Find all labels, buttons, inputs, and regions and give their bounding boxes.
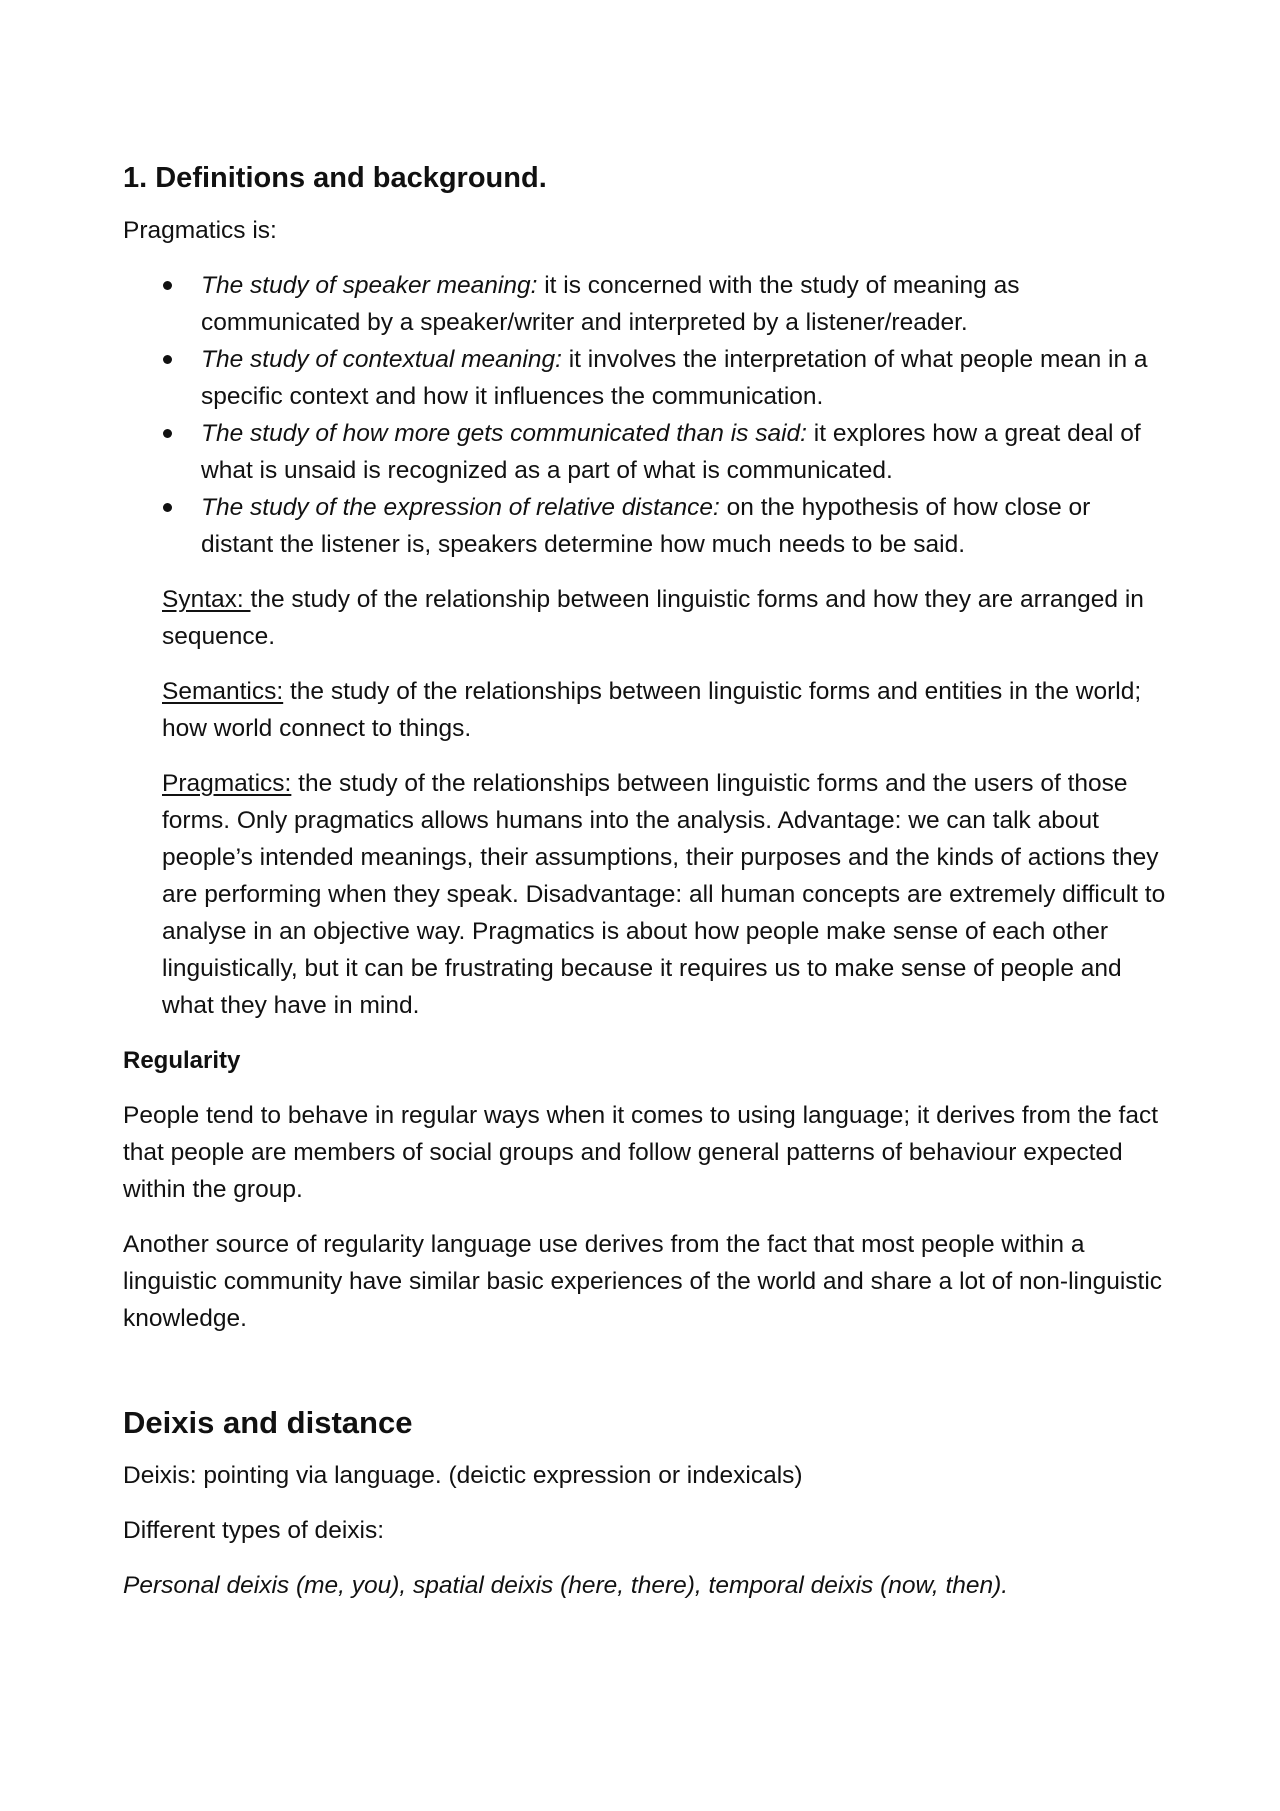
- regularity-paragraph-1: People tend to behave in regular ways when it comes to using language; it derives from the fact that people are members of social groups and follow general patterns of behaviour expected within the group.: [123, 1102, 1159, 1203]
- document-content: [123, 158, 1168, 1622]
- section-heading-definitions: 1. Definitions and background.: [123, 162, 547, 194]
- pragmatics-definition-list: [123, 267, 1168, 563]
- list-item: [123, 489, 1168, 563]
- list-item-text: it explores how a great deal of what is unsaid is recognized as a part of what is communicated.: [201, 420, 1141, 484]
- list-item-text: it involves the interpretation of what people mean in a specific context and how it influences the communication.: [201, 346, 1148, 410]
- bullet-icon: [163, 281, 172, 290]
- pragmatics-intro: Pragmatics is:: [123, 217, 277, 244]
- list-item-term: The study of the expression of relative distance:: [201, 494, 720, 521]
- semantics-term: Semantics:: [162, 678, 284, 705]
- pragmatics-term: Pragmatics:: [162, 770, 292, 797]
- bullet-icon: [163, 429, 172, 438]
- syntax-text: the study of the relationship between linguistic forms and how they are arranged in sequence.: [162, 586, 1144, 650]
- syntax-definition: [123, 581, 1168, 655]
- semantics-definition: [123, 673, 1168, 747]
- bullet-icon: [163, 503, 172, 512]
- list-item-text: on the hypothesis of how close or distant the listener is, speakers determine how much needs to be said.: [201, 494, 1091, 558]
- regularity-paragraph-2: Another source of regularity language use derives from the fact that most people within a linguistic community have similar basic experiences of the world and share a lot of non-linguistic knowledge.: [123, 1231, 1163, 1332]
- regularity-heading: Regularity: [123, 1047, 241, 1074]
- pragmatics-text: the study of the relationships between linguistic forms and the users of those forms. Only pragmatics allows humans into the analysis. Advantage: we can talk about people’s intended meanings, their assumptions, their purposes and the kinds of actions they are performing when they speak. Disadvantage: all human concepts are extremely difficult to analyse in an objective way. Pragmatics is about how people make sense of each other linguistically, but it can be frustrating because it requires us to make sense of people and what they have in mind.: [162, 770, 1166, 1019]
- bullet-icon: [163, 355, 172, 364]
- list-item: [123, 415, 1168, 489]
- deixis-types-intro: Different types of deixis:: [123, 1517, 385, 1544]
- syntax-term: Syntax:: [162, 586, 251, 613]
- list-item-text: it is concerned with the study of meaning as communicated by a speaker/writer and interpreted by a listener/reader.: [201, 272, 1020, 336]
- section-heading-deixis: Deixis and distance: [123, 1405, 413, 1440]
- list-item: [123, 267, 1168, 341]
- deixis-types-list: Personal deixis (me, you), spatial deixis (here, there), temporal deixis (now, then).: [123, 1572, 1009, 1599]
- list-item-term: The study of speaker meaning:: [201, 272, 538, 299]
- semantics-text: the study of the relationships between linguistic forms and entities in the world; how world connect to things.: [162, 678, 1142, 742]
- pragmatics-definition: [123, 765, 1168, 1024]
- deixis-definition: Deixis: pointing via language. (deictic expression or indexicals): [123, 1462, 803, 1489]
- list-item-term: The study of contextual meaning:: [201, 346, 562, 373]
- list-item-term: The study of how more gets communicated than is said:: [201, 420, 807, 447]
- list-item: [123, 341, 1168, 415]
